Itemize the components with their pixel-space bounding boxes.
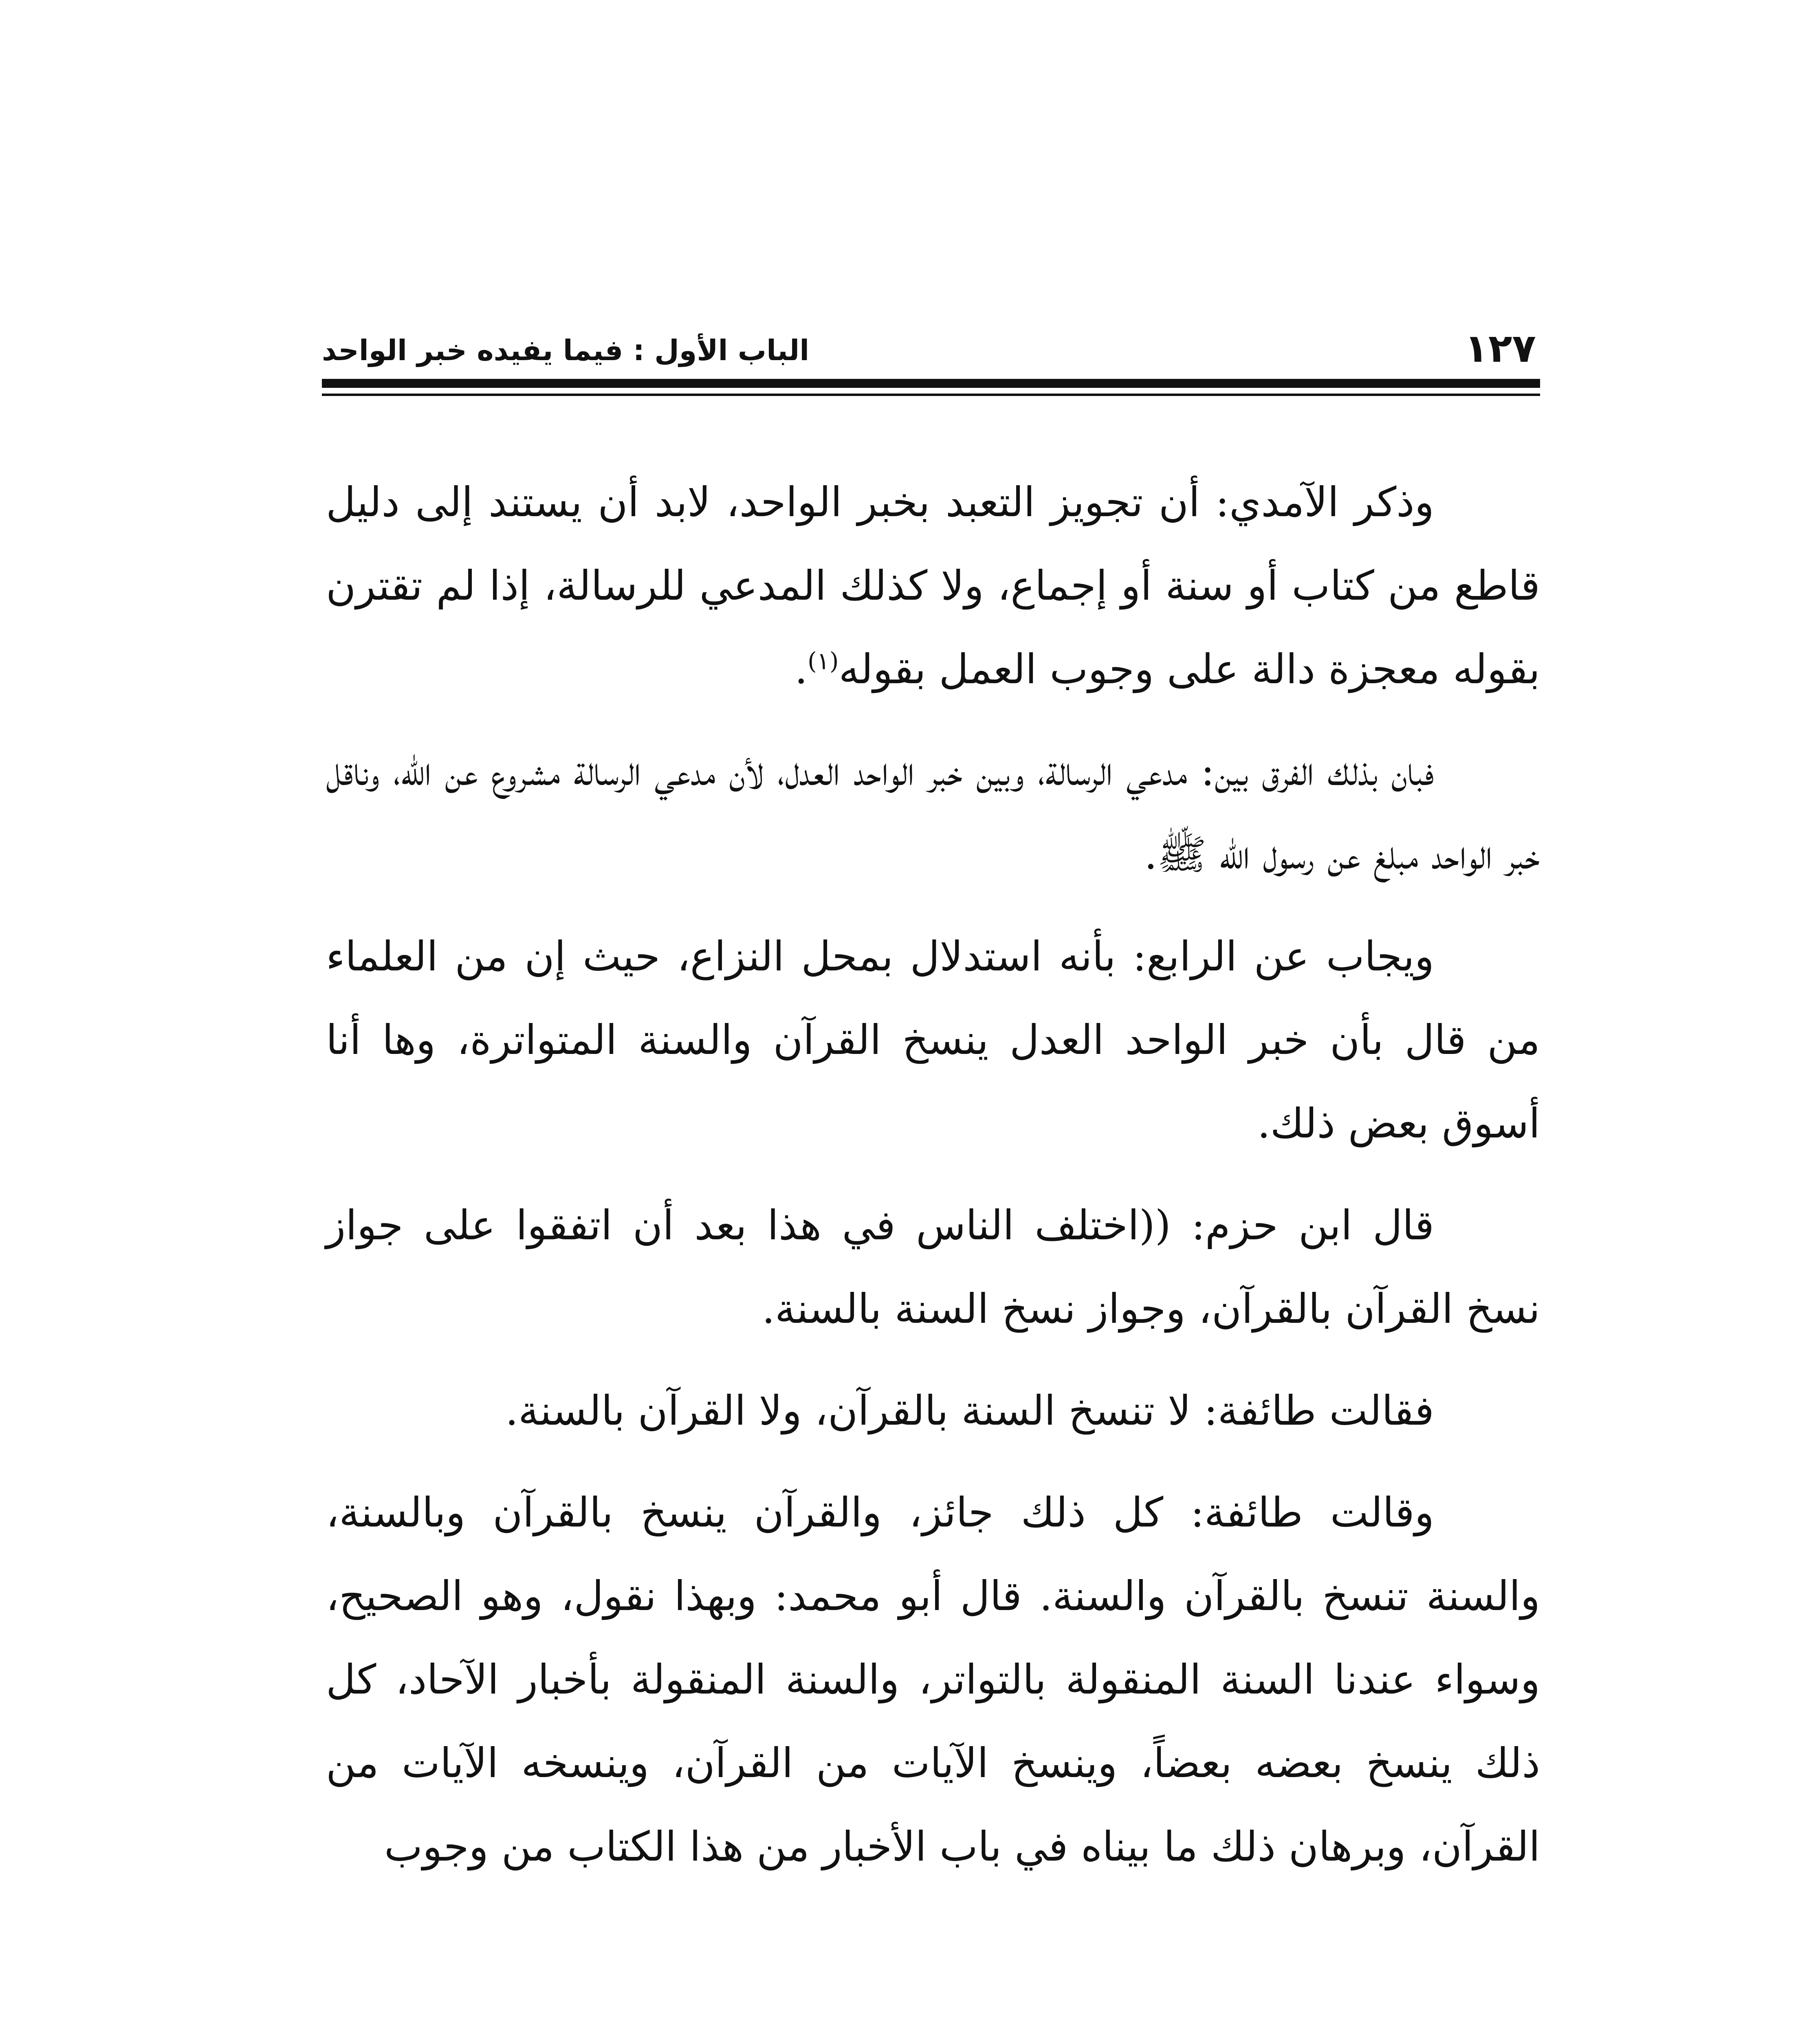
paragraph (326, 460, 1540, 711)
paragraph-text: فبان بذلك الفرق بين: مدعي الرسالة، وبين خبر الواحد العدل، لأن مدعي الرسالة مشروع عن الله، وناقل خبر الواحد مبلغ عن رسول الله (326, 747, 1540, 878)
paragraph-text: وذكر الآمدي: أن تجويز التعبد بخبر الواحد، لابد أن يستند إلى دليل قاطع من كتاب أو سنة أو إجماع، ولا كذلك المدعي للرسالة، إذا لم تقترن بقوله معجزة دالة على وجوب العمل بقوله (326, 478, 1540, 693)
page-number: ١٢٧ (1464, 326, 1536, 371)
paragraph-end-mark: . (1144, 831, 1158, 878)
footnote-reference[interactable]: (١) (808, 647, 839, 675)
header-rule-thick (322, 379, 1540, 388)
body-text (326, 460, 1540, 1888)
paragraph: وقالت طائفة: كل ذلك جائز، والقرآن ينسخ بالقرآن وبالسنة، والسنة تنسخ بالقرآن والسنة. قال أبو محمد: وبهذا نقول، وهو الصحيح، وسواء عندنا السنة المنقولة بالتواتر، والسنة المنقولة بأخبار الآحاد، كل ذلك ينسخ بعضه بعضاً، وينسخ الآيات من القرآن، وينسخه الآيات من القرآن، وبرهان ذلك ما بيناه في باب الأخبار من هذا الكتاب من وجوب (326, 1489, 1540, 1870)
header-rule-thin (322, 394, 1540, 396)
paragraph: ويجاب عن الرابع: بأنه استدلال بمحل النزاع، حيث إن من العلماء من قال بأن خبر الواحد العدل ينسخ القرآن والسنة المتواترة، وها أنا أسوق بعض ذلك. (326, 933, 1540, 1147)
page-header (322, 326, 1536, 371)
paragraph: قال ابن حزم: ((اختلف الناس في هذا بعد أن اتفقوا على جواز نسخ القرآن بالقرآن، وجواز نسخ السنة بالسنة. (326, 1201, 1540, 1333)
salawat-glyph: ﷺ (1157, 831, 1207, 878)
paragraph (326, 729, 1540, 896)
paragraph-end-mark: . (794, 645, 808, 693)
paragraph: فقالت طائفة: لا تنسخ السنة بالقرآن، ولا القرآن بالسنة. (505, 1387, 1434, 1434)
running-title: الباب الأول : فيما يفيده خبر الواحد (322, 334, 810, 367)
